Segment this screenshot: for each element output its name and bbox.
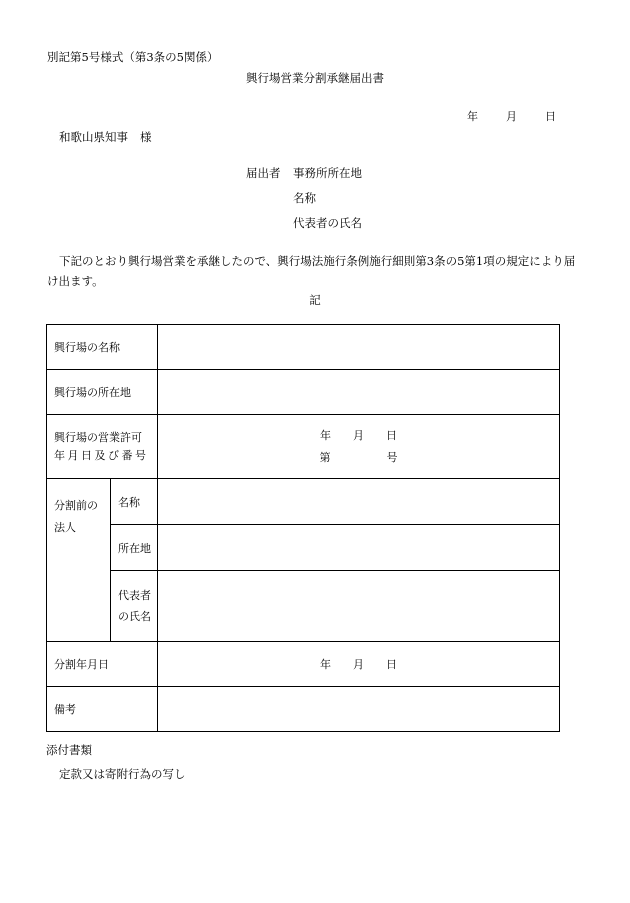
split-day: 日 bbox=[386, 658, 397, 671]
pre-split-rep-line1: 代表者 bbox=[118, 589, 151, 602]
theater-location-field[interactable] bbox=[158, 370, 560, 415]
document-title: 興行場営業分割承継届出書 bbox=[246, 71, 384, 85]
pre-split-name-field[interactable] bbox=[158, 479, 560, 525]
split-year: 年 bbox=[320, 658, 331, 671]
table-row-permit bbox=[47, 415, 560, 479]
notifier-office-address-label: 事務所所在地 bbox=[293, 166, 362, 180]
pre-split-line1: 分割前の bbox=[54, 499, 98, 512]
permit-month: 月 bbox=[353, 428, 364, 442]
table-row-theater-name bbox=[47, 325, 560, 370]
addressee bbox=[59, 129, 152, 145]
table-row-remarks bbox=[47, 687, 560, 732]
pre-split-rep-line2: の氏名 bbox=[118, 610, 151, 623]
notifier-representative-label: 代表者の氏名 bbox=[293, 216, 362, 230]
pre-split-line2: 法人 bbox=[54, 521, 76, 534]
attachments-label: 添付書類 bbox=[46, 743, 92, 757]
split-month: 月 bbox=[353, 658, 364, 671]
notifier-label: 届出者 bbox=[246, 166, 281, 180]
table-row-pre-split-name bbox=[47, 479, 560, 525]
permit-number-row bbox=[158, 447, 559, 469]
date-year: 年 bbox=[467, 110, 478, 123]
theater-name-label: 興行場の名称 bbox=[47, 325, 158, 370]
permit-field[interactable] bbox=[158, 415, 560, 479]
permit-label-line1: 興行場の営業許可 bbox=[54, 430, 142, 444]
remarks-field[interactable] bbox=[158, 687, 560, 732]
notification-table bbox=[46, 324, 560, 732]
submission-date bbox=[467, 108, 556, 124]
date-month: 月 bbox=[506, 110, 517, 123]
permit-label bbox=[47, 415, 158, 479]
remarks-label: 備考 bbox=[47, 687, 158, 732]
table-row-pre-split-representative bbox=[47, 571, 560, 642]
table-row-pre-split-location bbox=[47, 525, 560, 571]
permit-label-line2: 年月日及び番号 bbox=[54, 448, 149, 462]
pre-split-representative-label bbox=[111, 571, 158, 642]
permit-year: 年 bbox=[320, 428, 331, 442]
pre-split-name-label: 名称 bbox=[111, 479, 158, 525]
date-day: 日 bbox=[545, 110, 556, 123]
pre-split-location-label: 所在地 bbox=[111, 525, 158, 571]
addressee-name: 和歌山県知事 bbox=[59, 130, 128, 144]
permit-date-row bbox=[158, 425, 559, 447]
split-date-field[interactable] bbox=[158, 642, 560, 687]
table-row-theater-location bbox=[47, 370, 560, 415]
permit-number-suffix: 号 bbox=[386, 450, 398, 464]
notifier-name-label: 名称 bbox=[293, 191, 316, 205]
table-row-split-date bbox=[47, 642, 560, 687]
addressee-honorific: 様 bbox=[140, 130, 152, 144]
permit-day: 日 bbox=[386, 428, 397, 442]
theater-name-field[interactable] bbox=[158, 325, 560, 370]
ki-heading: 記 bbox=[309, 293, 321, 307]
attachment-item: 定款又は寄附行為の写し bbox=[59, 767, 186, 781]
permit-number-prefix: 第 bbox=[319, 450, 331, 464]
split-date-label: 分割年月日 bbox=[47, 642, 158, 687]
form-number-label: 別記第5号様式（第3条の5関係） bbox=[47, 50, 219, 64]
theater-location-label: 興行場の所在地 bbox=[47, 370, 158, 415]
pre-split-corporation-label bbox=[47, 479, 111, 642]
notification-body-text: 下記のとおり興行場営業を承継したので、興行場法施行条例施行細則第3条の5第1項の規定により届け出ます。 bbox=[47, 254, 576, 288]
pre-split-location-field[interactable] bbox=[158, 525, 560, 571]
pre-split-representative-field[interactable] bbox=[158, 571, 560, 642]
